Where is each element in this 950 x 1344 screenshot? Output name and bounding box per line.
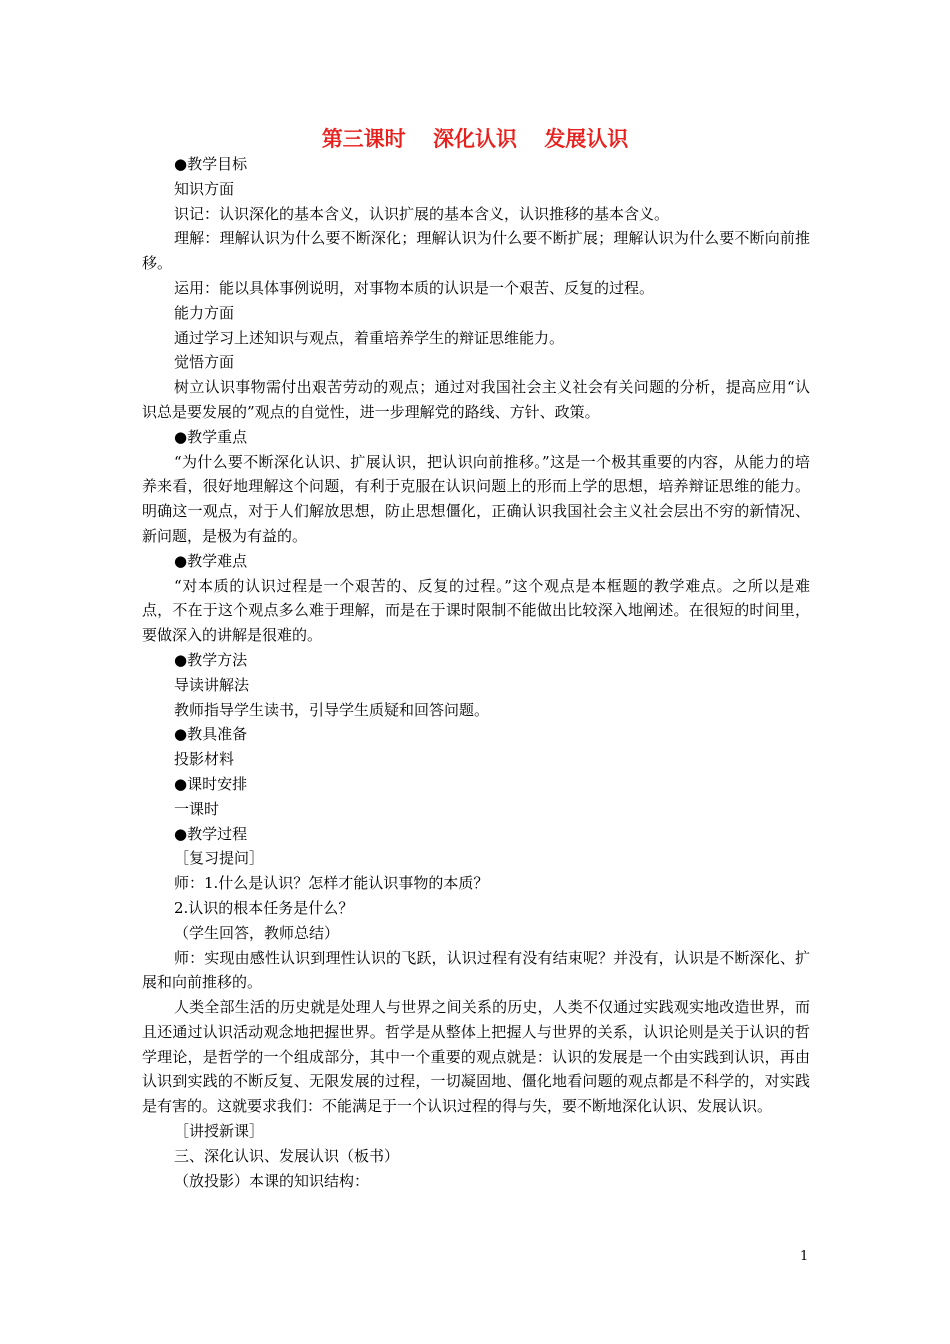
- paragraph-memorize: 识记：认识深化的基本含义，认识扩展的基本含义，认识推移的基本含义。: [174, 204, 670, 223]
- paragraph-ability: 通过学习上述知识与观点，着重培养学生的辩证思维能力。: [174, 328, 565, 347]
- heading-process: ●教学过程: [174, 824, 248, 843]
- subheading-awareness: 觉悟方面: [174, 353, 235, 372]
- subheading-new-lesson: ［讲授新课］: [174, 1122, 265, 1141]
- paragraph-board-title: 三、深化认识、发展认识（板书）: [174, 1146, 400, 1165]
- paragraph-method-desc: 教师指导学生读书，引导学生质疑和回答问题。: [174, 700, 490, 719]
- paragraph-question-2: 2.认识的根本任务是什么？: [174, 898, 354, 917]
- heading-difficulties: ●教学难点: [174, 551, 248, 570]
- paragraph-schedule: 一课时: [174, 799, 220, 818]
- paragraph-student-answer: （学生回答，教师总结）: [174, 923, 340, 942]
- paragraph-apply: 运用：能以具体事例说明，对事物本质的认识是一个艰苦、反复的过程。: [174, 278, 655, 297]
- paragraph-projection: （放投影）本课的知识结构：: [174, 1171, 370, 1190]
- heading-methods: ●教学方法: [174, 650, 248, 669]
- paragraph-history: 人类全部生活的历史就是处理人与世界之间关系的历史，人类不仅通过实践观实地改造世界，而且还通过认识活动观念地把握世界。哲学是从整体上把握人与世界的关系，认识论则是关于认识的哲学理论，是哲学的一个组成部分，其中一个重要的观点就是：认识的发展是一个由实践到认识，再由认识到实践的不断反复、无限发展的过程，一切凝固地、僵化地看问题的观点都是不科学的，对实践是有害的。这就要求我们：不能满足于一个认识过程的得与失，要不断地深化认识、发展认识。: [142, 998, 810, 1116]
- heading-key-points: ●教学重点: [174, 427, 248, 446]
- document-title: [0, 123, 950, 153]
- paragraph-understand: 理解：理解认识为什么要不断深化；理解认识为什么要不断扩展；理解认识为什么要不断向前推移。: [142, 229, 810, 273]
- document-body: [142, 152, 810, 1193]
- paragraph-teacher-summary: 师：实现由感性认识到理性认识的飞跃，认识过程有没有结束呢？并没有，认识是不断深化、扩展和向前推移的。: [142, 948, 810, 992]
- paragraph-materials: 投影材料: [174, 750, 235, 769]
- heading-materials: ●教具准备: [174, 725, 248, 744]
- heading-schedule: ●课时安排: [174, 774, 248, 793]
- paragraph-awareness: 树立认识事物需付出艰苦劳动的观点；通过对我国社会主义社会有关问题的分析，提高应用“认识总是要发展的”观点的自觉性，进一步理解党的路线、方针、政策。: [142, 378, 810, 421]
- page-number: 1: [800, 1249, 809, 1264]
- paragraph-question-1: 师：1.什么是认识？怎样才能认识事物的本质？: [174, 874, 489, 893]
- paragraph-method-name: 导读讲解法: [174, 675, 250, 694]
- title-develop: 发展认识: [544, 127, 629, 151]
- title-lesson: 第三课时: [321, 127, 406, 151]
- title-deepen: 深化认识: [433, 127, 517, 151]
- subheading-review: ［复习提问］: [174, 849, 265, 868]
- paragraph-difficulties: “对本质的认识过程是一个艰苦的、反复的过程。”这个观点是本框题的教学难点。之所以是难点，不在于这个观点多么难于理解，而是在于课时限制不能做出比较深入地阐述。在很短的时间里，要做深入的讲解是很难的。: [142, 576, 810, 645]
- paragraph-key-points: “为什么要不断深化认识、扩展认识，把认识向前推移。”这是一个极其重要的内容，从能力的培养来看，很好地理解这个问题，有利于克服在认识问题上的形而上学的思想，培养辩证思维的能力。明确这一观点，对于人们解放思想，防止思想僵化，正确认识我国社会主义社会层出不穷的新情况、新问题，是极为有益的。: [142, 452, 810, 545]
- subheading-knowledge: 知识方面: [174, 179, 235, 198]
- subheading-ability: 能力方面: [174, 303, 235, 322]
- heading-teaching-goals: ●教学目标: [174, 155, 248, 173]
